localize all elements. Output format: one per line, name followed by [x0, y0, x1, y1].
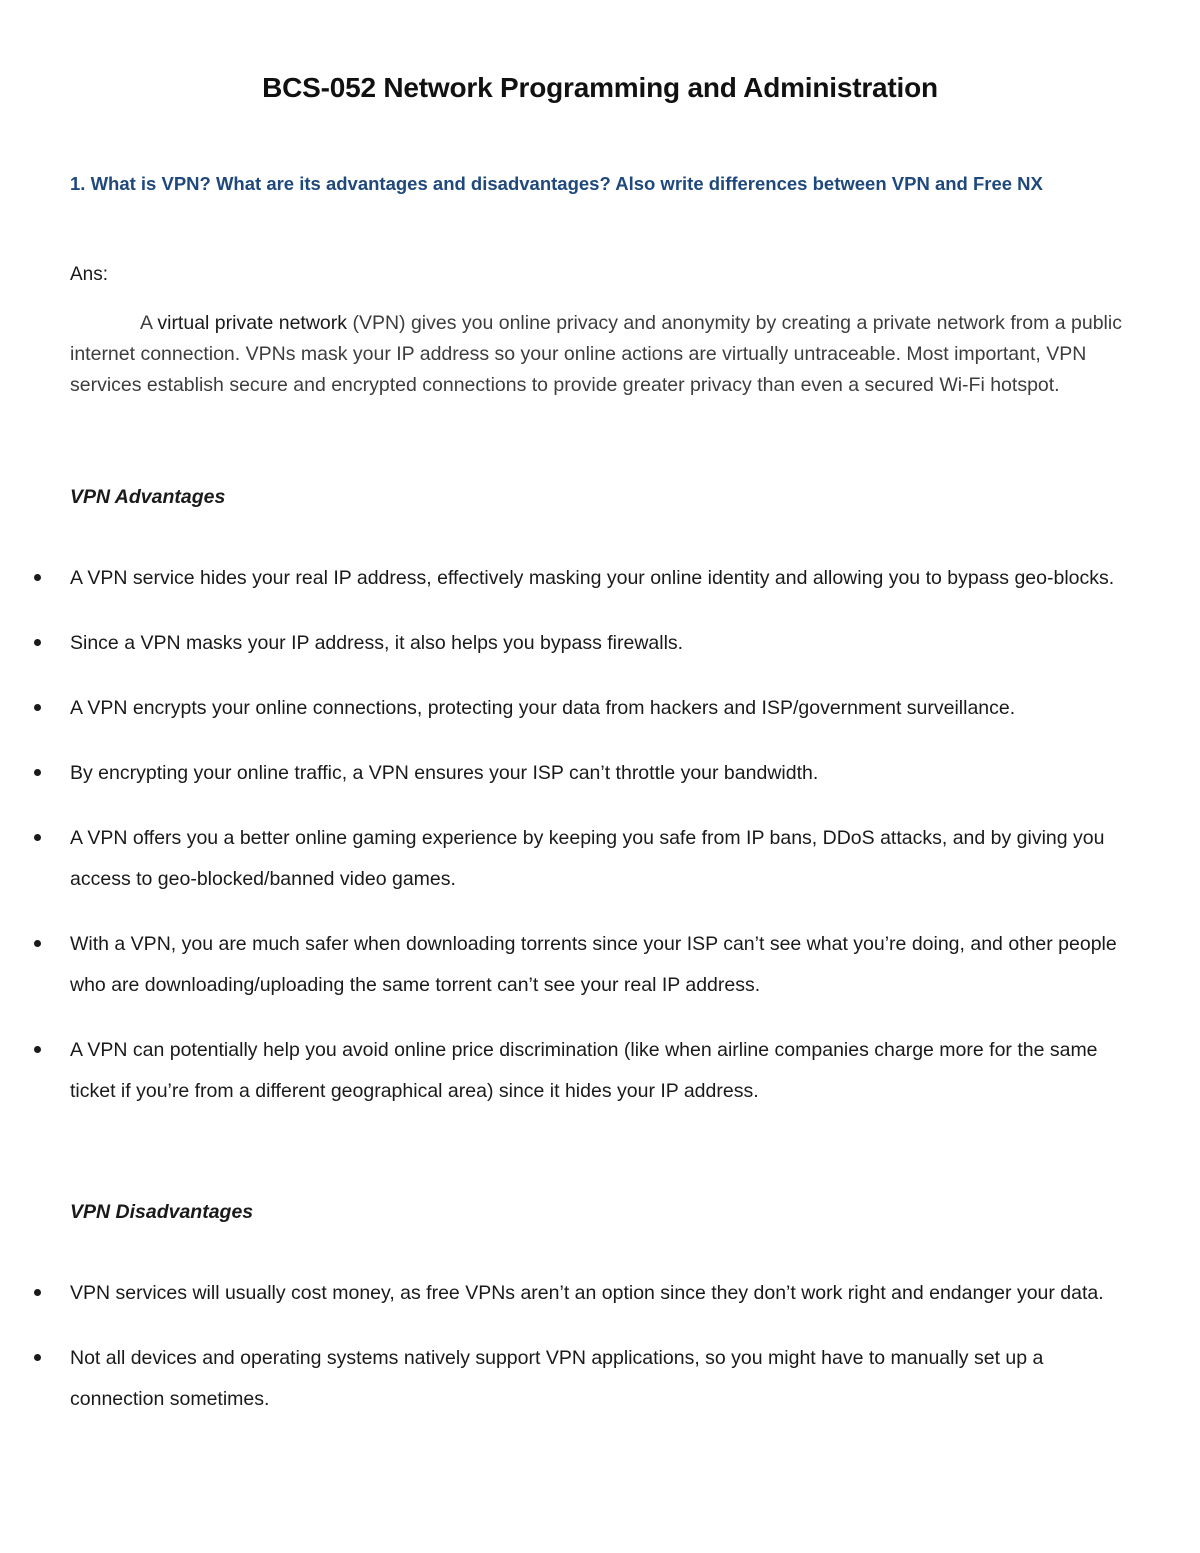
list-item-text: Not all devices and operating systems natively support VPN applications, so you might have to manually set up a connection sometimes.	[70, 1347, 1044, 1410]
bullet-icon	[34, 1354, 41, 1361]
list-item-text: Since a VPN masks your IP address, it also helps you bypass firewalls.	[70, 632, 684, 654]
list-item-text: A VPN offers you a better online gaming experience by keeping you safe from IP bans, DDoS attacks, and by giving you access to geo-blocked/banned video games.	[70, 827, 1105, 890]
list-item	[0, 924, 1200, 1006]
bullet-icon	[34, 704, 41, 711]
list-item	[0, 1338, 1200, 1420]
list-item	[0, 753, 1200, 794]
bullet-icon	[34, 1289, 41, 1296]
disadvantages-list	[0, 1273, 1200, 1444]
answer-intro-rest: (VPN) gives you online privacy and anonymity by creating a private network from a public internet connection. VPNs mask your IP address so your online actions are virtually untraceable. Most important, VPN services establish secure and encrypted connections to provide greater privacy than even a secured Wi-Fi hotspot.	[70, 312, 1122, 396]
list-item-text: VPN services will usually cost money, as free VPNs aren’t an option since they don’t work right and endanger your data.	[70, 1282, 1104, 1304]
list-item	[0, 1273, 1200, 1314]
list-item	[0, 623, 1200, 664]
list-item-text: A VPN service hides your real IP address, effectively masking your online identity and allowing you to bypass geo-blocks.	[70, 567, 1115, 589]
answer-intro-term: virtual private network	[157, 312, 348, 334]
list-item	[0, 558, 1200, 599]
answer-intro-prefix: A	[140, 312, 158, 334]
bullet-icon	[34, 574, 41, 581]
bullet-icon	[34, 1046, 41, 1053]
answer-paragraph	[70, 308, 1130, 401]
list-item-text: With a VPN, you are much safer when downloading torrents since your ISP can’t see what you’re doing, and other people who are downloading/uploading the same torrent can’t see your real IP address.	[70, 933, 1117, 996]
bullet-icon	[34, 940, 41, 947]
bullet-icon	[34, 769, 41, 776]
document-title: BCS-052 Network Programming and Administration	[262, 72, 938, 103]
list-item	[0, 818, 1200, 900]
list-item-text: A VPN can potentially help you avoid online price discrimination (like when airline companies charge more for the same ticket if you’re from a different geographical area) since it hides your IP address.	[70, 1039, 1098, 1102]
list-item	[0, 688, 1200, 729]
disadvantages-heading: VPN Disadvantages	[70, 1201, 254, 1223]
question-heading: 1. What is VPN? What are its advantages and disadvantages? Also write differences between VPN and Free NX	[70, 173, 1043, 194]
advantages-heading: VPN Advantages	[70, 486, 226, 508]
list-item	[0, 1030, 1200, 1112]
advantages-list	[0, 558, 1200, 1136]
list-item-text: By encrypting your online traffic, a VPN ensures your ISP can’t throttle your bandwidth.	[70, 762, 819, 784]
list-item-text: A VPN encrypts your online connections, protecting your data from hackers and ISP/government surveillance.	[70, 697, 1016, 719]
answer-label: Ans:	[70, 264, 109, 285]
bullet-icon	[34, 834, 41, 841]
bullet-icon	[34, 639, 41, 646]
